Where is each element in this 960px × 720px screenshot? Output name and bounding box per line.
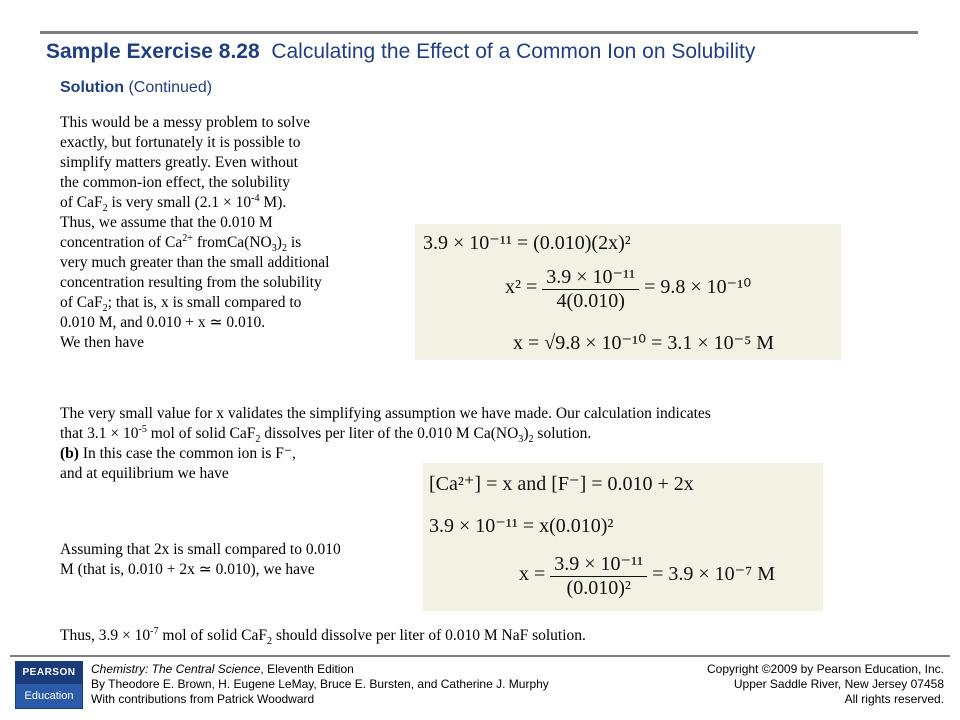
rights-line: All rights reserved. xyxy=(844,692,944,706)
address-line: Upper Saddle River, New Jersey 07458 xyxy=(733,677,944,691)
exercise-number: Sample Exercise 8.28 xyxy=(46,40,260,63)
equation-box-b xyxy=(423,463,823,611)
text-line: of CaF$_2$; that is, x is small compared to xyxy=(60,294,302,315)
text-line: of CaF$_2$ is very small ($2.1 \times 10^{-4}$ M). xyxy=(60,192,287,215)
footer-copyright xyxy=(707,662,944,707)
equation-line: 3.9 × 10⁻¹¹ = x(0.010)² xyxy=(429,515,614,537)
logo-text-bottom: Education xyxy=(16,684,82,708)
equation-line: [Ca²⁺] = x and [F⁻] = 0.010 + 2x xyxy=(429,473,694,495)
logo-text-top: PEARSON xyxy=(16,662,82,684)
text-line: 0.010 M, and 0.010 + x ≃ 0.010. xyxy=(60,314,266,331)
equation-box-a xyxy=(415,224,841,360)
text-line: concentration of $Ca^{2+}$ $fromCa(NO_3)_2$ is xyxy=(60,232,302,255)
text-line: Thus, $3.9 \times 10^{-7}$ mol of solid CaF$_2$ should dissolve per liter of 0.010 M NaF solution. xyxy=(60,625,586,648)
text-line: simplify matters greatly. Even without xyxy=(60,154,298,171)
text-line: that $3.1 \times 10^{-5}$ mol of solid CaF$_2$ dissolves per liter of the 0.010 M $Ca(NO_3)_2$ solution. xyxy=(60,423,592,446)
assumption-paragraph xyxy=(60,540,341,580)
text-line: M (that is, 0.010 + 2x ≃ 0.010), we have xyxy=(60,561,315,578)
fraction: $\frac{\text{3.9 × 10⁻¹¹}}{4(0.010)}$ xyxy=(542,264,639,313)
exercise-title: Calculating the Effect of a Common Ion on Solubility xyxy=(271,40,756,63)
text-line: the common-ion effect, the solubility xyxy=(60,174,291,191)
text-line: The very small value for x validates the simplifying assumption we have made. Our calculation indicates xyxy=(60,405,711,422)
conclusion-paragraph xyxy=(60,626,586,646)
authors-line: By Theodore E. Brown, H. Eugene LeMay, Bruce E. Bursten, and Catherine J. Murphy xyxy=(91,677,549,691)
footer-credits xyxy=(91,662,549,707)
fraction: $\frac{\text{3.9 × 10⁻¹¹}}{\text{(0.010)²}}$ xyxy=(550,551,647,600)
text-line: and at equilibrium we have xyxy=(60,465,229,482)
pearson-logo xyxy=(15,661,83,709)
equation-line: x² = $\frac{\text{3.9 × 10⁻¹¹}}{4(0.010)}$ = 9.8 × 10⁻¹⁰ xyxy=(505,266,752,312)
book-line: Chemistry: The Central Science, Eleventh Edition xyxy=(91,662,354,676)
text-line: Thus, we assume that the 0.010 M xyxy=(60,214,273,231)
equation-line: x = √9.8 × 10⁻¹⁰ = 3.1 × 10⁻⁵ M xyxy=(513,332,774,354)
text-line: very much greater than the small additional xyxy=(60,254,330,271)
slide-title xyxy=(46,40,755,64)
equation-line: 3.9 × 10⁻¹¹ = (0.010)(2x)² xyxy=(423,232,631,254)
copyright-line: Copyright ©2009 by Pearson Education, Inc. xyxy=(707,662,944,676)
text-line: concentration resulting from the solubility xyxy=(60,274,322,291)
continued-label: (Continued) xyxy=(128,79,213,96)
equation-line: x = $\frac{\text{3.9 × 10⁻¹¹}}{\text{(0.010)²}}$ = 3.9 × 10⁻⁷ M xyxy=(519,553,775,599)
section-heading xyxy=(60,79,212,97)
solution-label: Solution xyxy=(60,79,124,96)
solution-paragraph xyxy=(60,113,329,353)
text-line: (b) In this case the common ion is F⁻, xyxy=(60,445,296,462)
contrib-line: With contributions from Patrick Woodward xyxy=(91,692,315,706)
footer-rule xyxy=(10,655,950,657)
text-line: exactly, but fortunately it is possible to xyxy=(60,134,301,151)
text-line: We then have xyxy=(60,334,144,351)
text-line: This would be a messy problem to solve xyxy=(60,114,311,131)
header-rule xyxy=(40,31,918,34)
text-line: Assuming that 2x is small compared to 0.010 xyxy=(60,541,341,558)
